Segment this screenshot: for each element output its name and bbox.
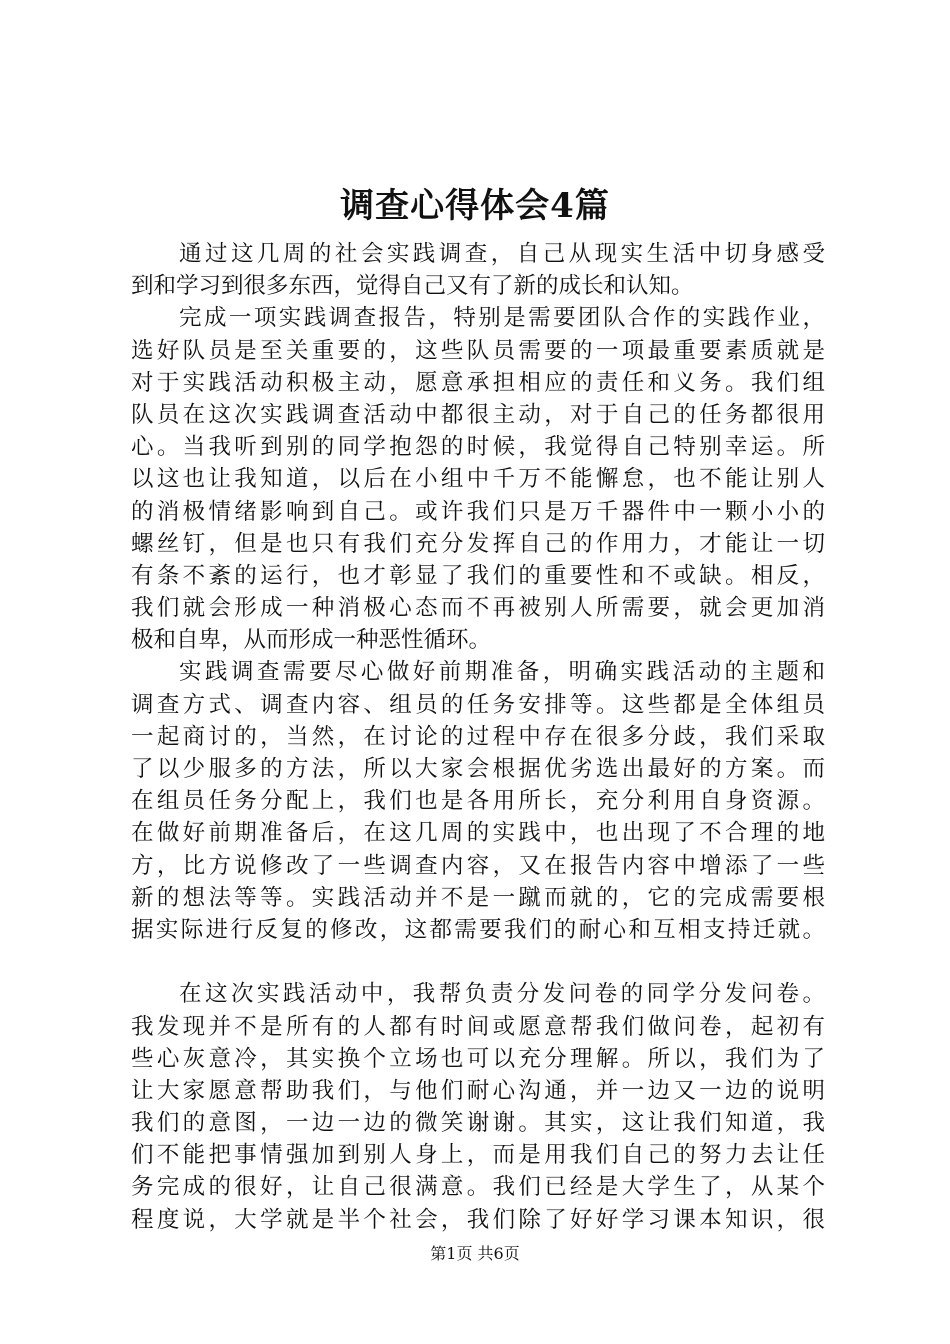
text-line: 程度说，大学就是半个社会，我们除了好好学习课本知识，很 [131, 1206, 825, 1233]
text-line: 通过这几周的社会实践调查，自己从现实生活中切身感受 [179, 241, 825, 267]
text-line: 了以少服多的方法，所以大家会根据优劣选出最好的方案。而 [131, 756, 825, 782]
text-line: 些心灰意冷，其实换个立场也可以充分理解。所以，我们为了 [131, 1045, 825, 1072]
text-line: 我发现并不是所有的人都有时间或愿意帮我们做问卷，起初有 [131, 1013, 825, 1040]
paragraph-2 [131, 302, 825, 656]
text-line: 让大家愿意帮助我们，与他们耐心沟通，并一边又一边的说明 [131, 1077, 825, 1104]
text-line: 实践调查需要尽心做好前期准备，明确实践活动的主题和 [179, 659, 825, 686]
text-line: 极和自卑，从而形成一种恶性循环。 [131, 627, 492, 654]
text-line: 我们就会形成一种消极心态而不再被别人所需要，就会更加消 [131, 595, 825, 622]
text-line: 到和学习到很多东西，觉得自己又有了新的成长和认知。 [131, 273, 694, 300]
text-line: 据实际进行反复的修改，这都需要我们的耐心和互相支持迁就。 [131, 916, 825, 943]
text-line: 完成一项实践调查报告，特别是需要团队合作的实践作业， [179, 305, 825, 332]
text-line: 以这也让我知道，以后在小组中千万不能懈怠，也不能让别人 [131, 466, 825, 493]
text-line: 在做好前期准备后，在这几周的实践中，也出现了不合理的地 [131, 820, 825, 847]
paragraph-3 [131, 656, 825, 946]
text-line: 我们的意图，一边一边的微笑谢谢。其实，这让我们知道，我 [131, 1110, 825, 1137]
text-line: 务完成的很好，让自己很满意。我们已经是大学生了，从某个 [131, 1174, 825, 1201]
text-line: 调查方式、调查内容、组员的任务安排等。这些都是全体组员 [131, 691, 825, 718]
text-line: 在组员任务分配上，我们也是各用所长，充分利用自身资源。 [131, 788, 825, 815]
text-line: 的消极情绪影响到自己。或许我们只是万千器件中一颗小小的 [131, 498, 825, 525]
document-body [131, 238, 825, 1236]
text-line: 们不能把事情强加到别人身上，而是用我们自己的努力去让任 [131, 1142, 825, 1169]
blank-line [131, 946, 825, 978]
page-footer: 第1页 共6页 [430, 1244, 520, 1263]
text-line: 在这次实践活动中，我帮负责分发问卷的同学分发问卷。 [179, 981, 825, 1008]
text-line: 有条不紊的运行，也才彰显了我们的重要性和不或缺。相反， [131, 562, 825, 589]
text-line: 方，比方说修改了一些调查内容，又在报告内容中增添了一些 [131, 852, 825, 879]
document-title: 调查心得体会4篇 [340, 186, 610, 226]
text-line: 螺丝钉，但是也只有我们充分发挥自己的作用力，才能让一切 [131, 530, 825, 557]
text-line: 队员在这次实践调查活动中都很主动，对于自己的任务都很用 [131, 401, 825, 428]
paragraph-1 [131, 238, 825, 302]
text-line: 一起商讨的，当然，在讨论的过程中存在很多分歧，我们采取 [131, 723, 825, 750]
text-line: 对于实践活动积极主动，愿意承担相应的责任和义务。我们组 [131, 369, 825, 396]
text-line: 新的想法等等。实践活动并不是一蹴而就的，它的完成需要根 [131, 884, 825, 911]
text-line: 选好队员是至关重要的，这些队员需要的一项最重要素质就是 [131, 337, 825, 364]
paragraph-4 [131, 978, 825, 1236]
text-line: 心。当我听到别的同学抱怨的时候，我觉得自己特别幸运。所 [131, 434, 825, 461]
